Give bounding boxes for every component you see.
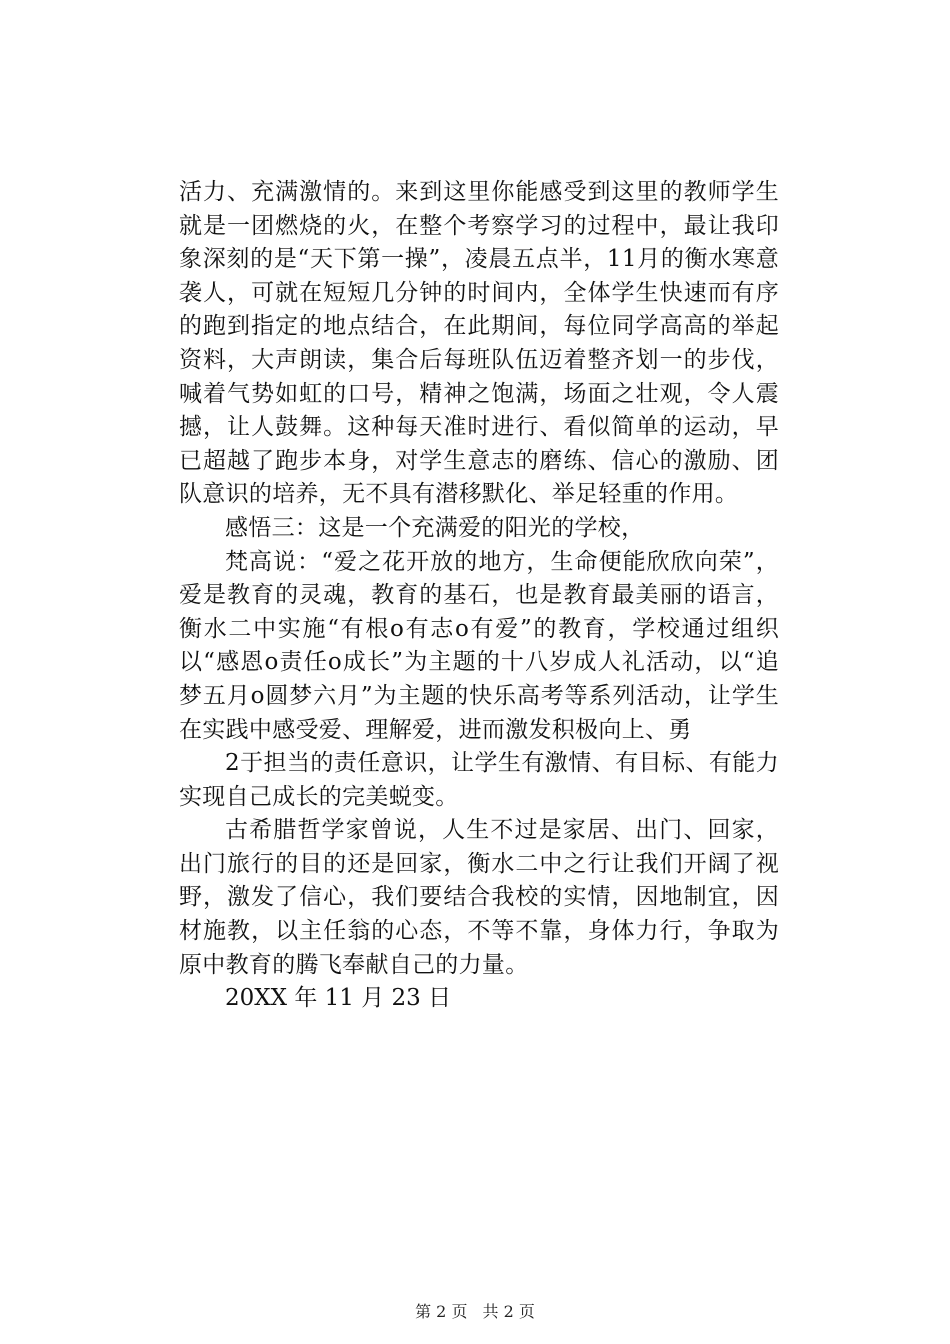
body-paragraph-3: 2于担当的责任意识，让学生有激情、有目标、有能力实现自己成长的完美蜕变。 xyxy=(179,750,779,810)
page-number: 第 2 页 xyxy=(415,1302,468,1321)
document-body xyxy=(179,176,779,1016)
section-heading-insight-3: 感悟三：这是一个充满爱的阳光的学校， xyxy=(225,514,645,541)
page-footer xyxy=(0,1302,950,1322)
body-paragraph-4: 古希腊哲学家曾说，人生不过是家居、出门、回家，出门旅行的目的还是回家，衡水二中之行让我们开阔了视野，激发了信心，我们要结合我校的实情，因地制宜，因材施教，以主任翁的心态，不等不靠，身体力行，争取为原中教育的腾飞奉献自己的力量。 xyxy=(179,817,779,978)
document-date: 20XX 年 11 月 23 日 xyxy=(225,985,452,1012)
page-total: 共 2 页 xyxy=(482,1302,535,1321)
body-paragraph-2: 梵高说：“爱之花开放的地方，生命便能欣欣向荣”，爱是教育的灵魂，教育的基石，也是教育最美丽的语言，衡水二中实施“有根o有志o有爱”的教育，学校通过组织以“感恩o责任o成长”为主题的十八岁成人礼活动，以“追梦五月o圆梦六月”为主题的快乐高考等系列活动，让学生在实践中感受爱、理解爱，进而激发积极向上、勇 xyxy=(179,548,779,743)
body-paragraph-1: 活力、充满激情的。来到这里你能感受到这里的教师学生就是一团燃烧的火，在整个考察学习的过程中，最让我印象深刻的是“天下第一操”，凌晨五点半，11月的衡水寒意袭人，可就在短短几分钟的时间内，全体学生快速而有序的跑到指定的地点结合，在此期间，每位同学高高的举起资料，大声朗读，集合后每班队伍迈着整齐划一的步伐，喊着气势如虹的口号，精神之饱满，场面之壮观，令人震撼，让人鼓舞。这种每天准时进行、看似简单的运动，早已超越了跑步本身，对学生意志的磨练、信心的激励、团队意识的培养，无不具有潜移默化、举足轻重的作用。 xyxy=(179,179,779,508)
